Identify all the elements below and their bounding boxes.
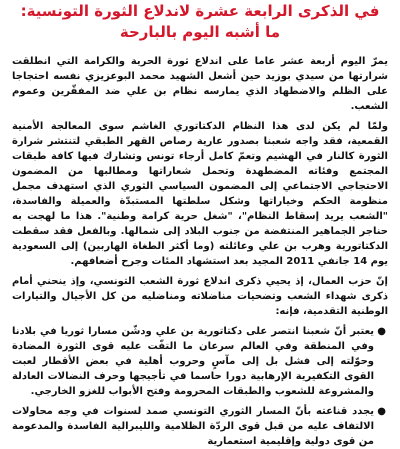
paragraph-intro: يمرّ اليوم أربعة عشر عاما على اندلاع ثورة الحرية والكرامة التي انطلقت شرارتها من سيدي بوزيد حين أشعل الشهيد محمد البوعزيزي نفسه احتجاجا على الظلم والاضطهاد الذي يمارسه نظام بن علي ضد المفقّرين وعموم الشعب.: [12, 56, 388, 112]
page-subtitle: ما أشبه اليوم بالبارحة: [119, 23, 281, 41]
page-title: في الذكرى الرابعة عشرة لاندلاع الثورة التونسية:: [20, 2, 380, 20]
header: [0, 2, 400, 42]
statement-body: [0, 42, 400, 449]
points-list: [12, 324, 388, 449]
paragraph-party-position: إنّ حزب العمال، إذ يحيي ذكرى اندلاع ثورة الشعب التونسي، وإذ ينحني أمام ذكرى شهداء الشعب وتضحيات مناضلاته ومناضليه من كل الأجيال والتيارات الوطنية التقدمية، فإنه:: [12, 276, 388, 317]
point-text: يعتبر أنّ شعبنا انتصر على دكتاتورية بن علي ودشّن مسارا ثوريا في بلادنا وفي المنطقة وفي العالم سرعان ما التفّت عليه قوى الثورة المضادة وحوّلته إلى فشل بل إلى مآسٍ وحروب أهلية في بعض الأقطار لعبت القوى التكفيرية الإرهابية دورا حاسما في تأجيجها وحرف النضالات العادلة والمشروعة للشعوب والطبقات المحرومة وفتح الأبواب للغزو الخارجي.: [12, 326, 374, 397]
bullet-icon: ●: [377, 406, 386, 417]
statement-page: [0, 2, 400, 447]
list-item: [12, 324, 388, 399]
point-text: يجدد قناعته بأنّ المسار الثوري التونسي صمد لسنوات في وجه محاولات الالتفاف عليه من قبل قوى الردّة الظلامية والليبرالية الفاسدة والمدعومة من قوى دولية وإقليمية استعمارية: [12, 406, 374, 447]
paragraph-revolution: ولمّا لم يكن لدى هذا النظام الدكتاتوري الغاشم سوى المعالجة الأمنية القمعية، فقد واجه شعبنا بصدور عارية رصاص القهر الطبقي لتنتشر شرارة الثورة كالنار في الهشيم وتعمّ كامل أرجاء تونس وتشارك فيها كافة طبقات المجتمع وفئاته المضطهدة وتحمل شعاراتها ومطالبها من المضمون الاحتجاجي الاجتماعي إلى المضمون السياسي الثوري الذي استهدف مجمل منظومة الحكم وخياراتها وشكل سلطتها المستبدّة والعميلة والفاسدة، "الشعب يريد إسقاط النظام"، "شغل حرية كرامة وطنية". هذا ما لهجت به حناجر الجماهير المنتفضة من جنوب البلاد إلى شمالها. وبالفعل فقد سقطت الدكتاتورية وهرب بن علي وعائلته (وما أكثر الطغاة الهاربين) إلى السعودية يوم 14 جانفي 2011 المجيد بعد استشهاد المئات وجرح أضعافهم.: [12, 121, 388, 267]
list-item: [12, 404, 388, 449]
bullet-icon: ●: [377, 326, 386, 337]
